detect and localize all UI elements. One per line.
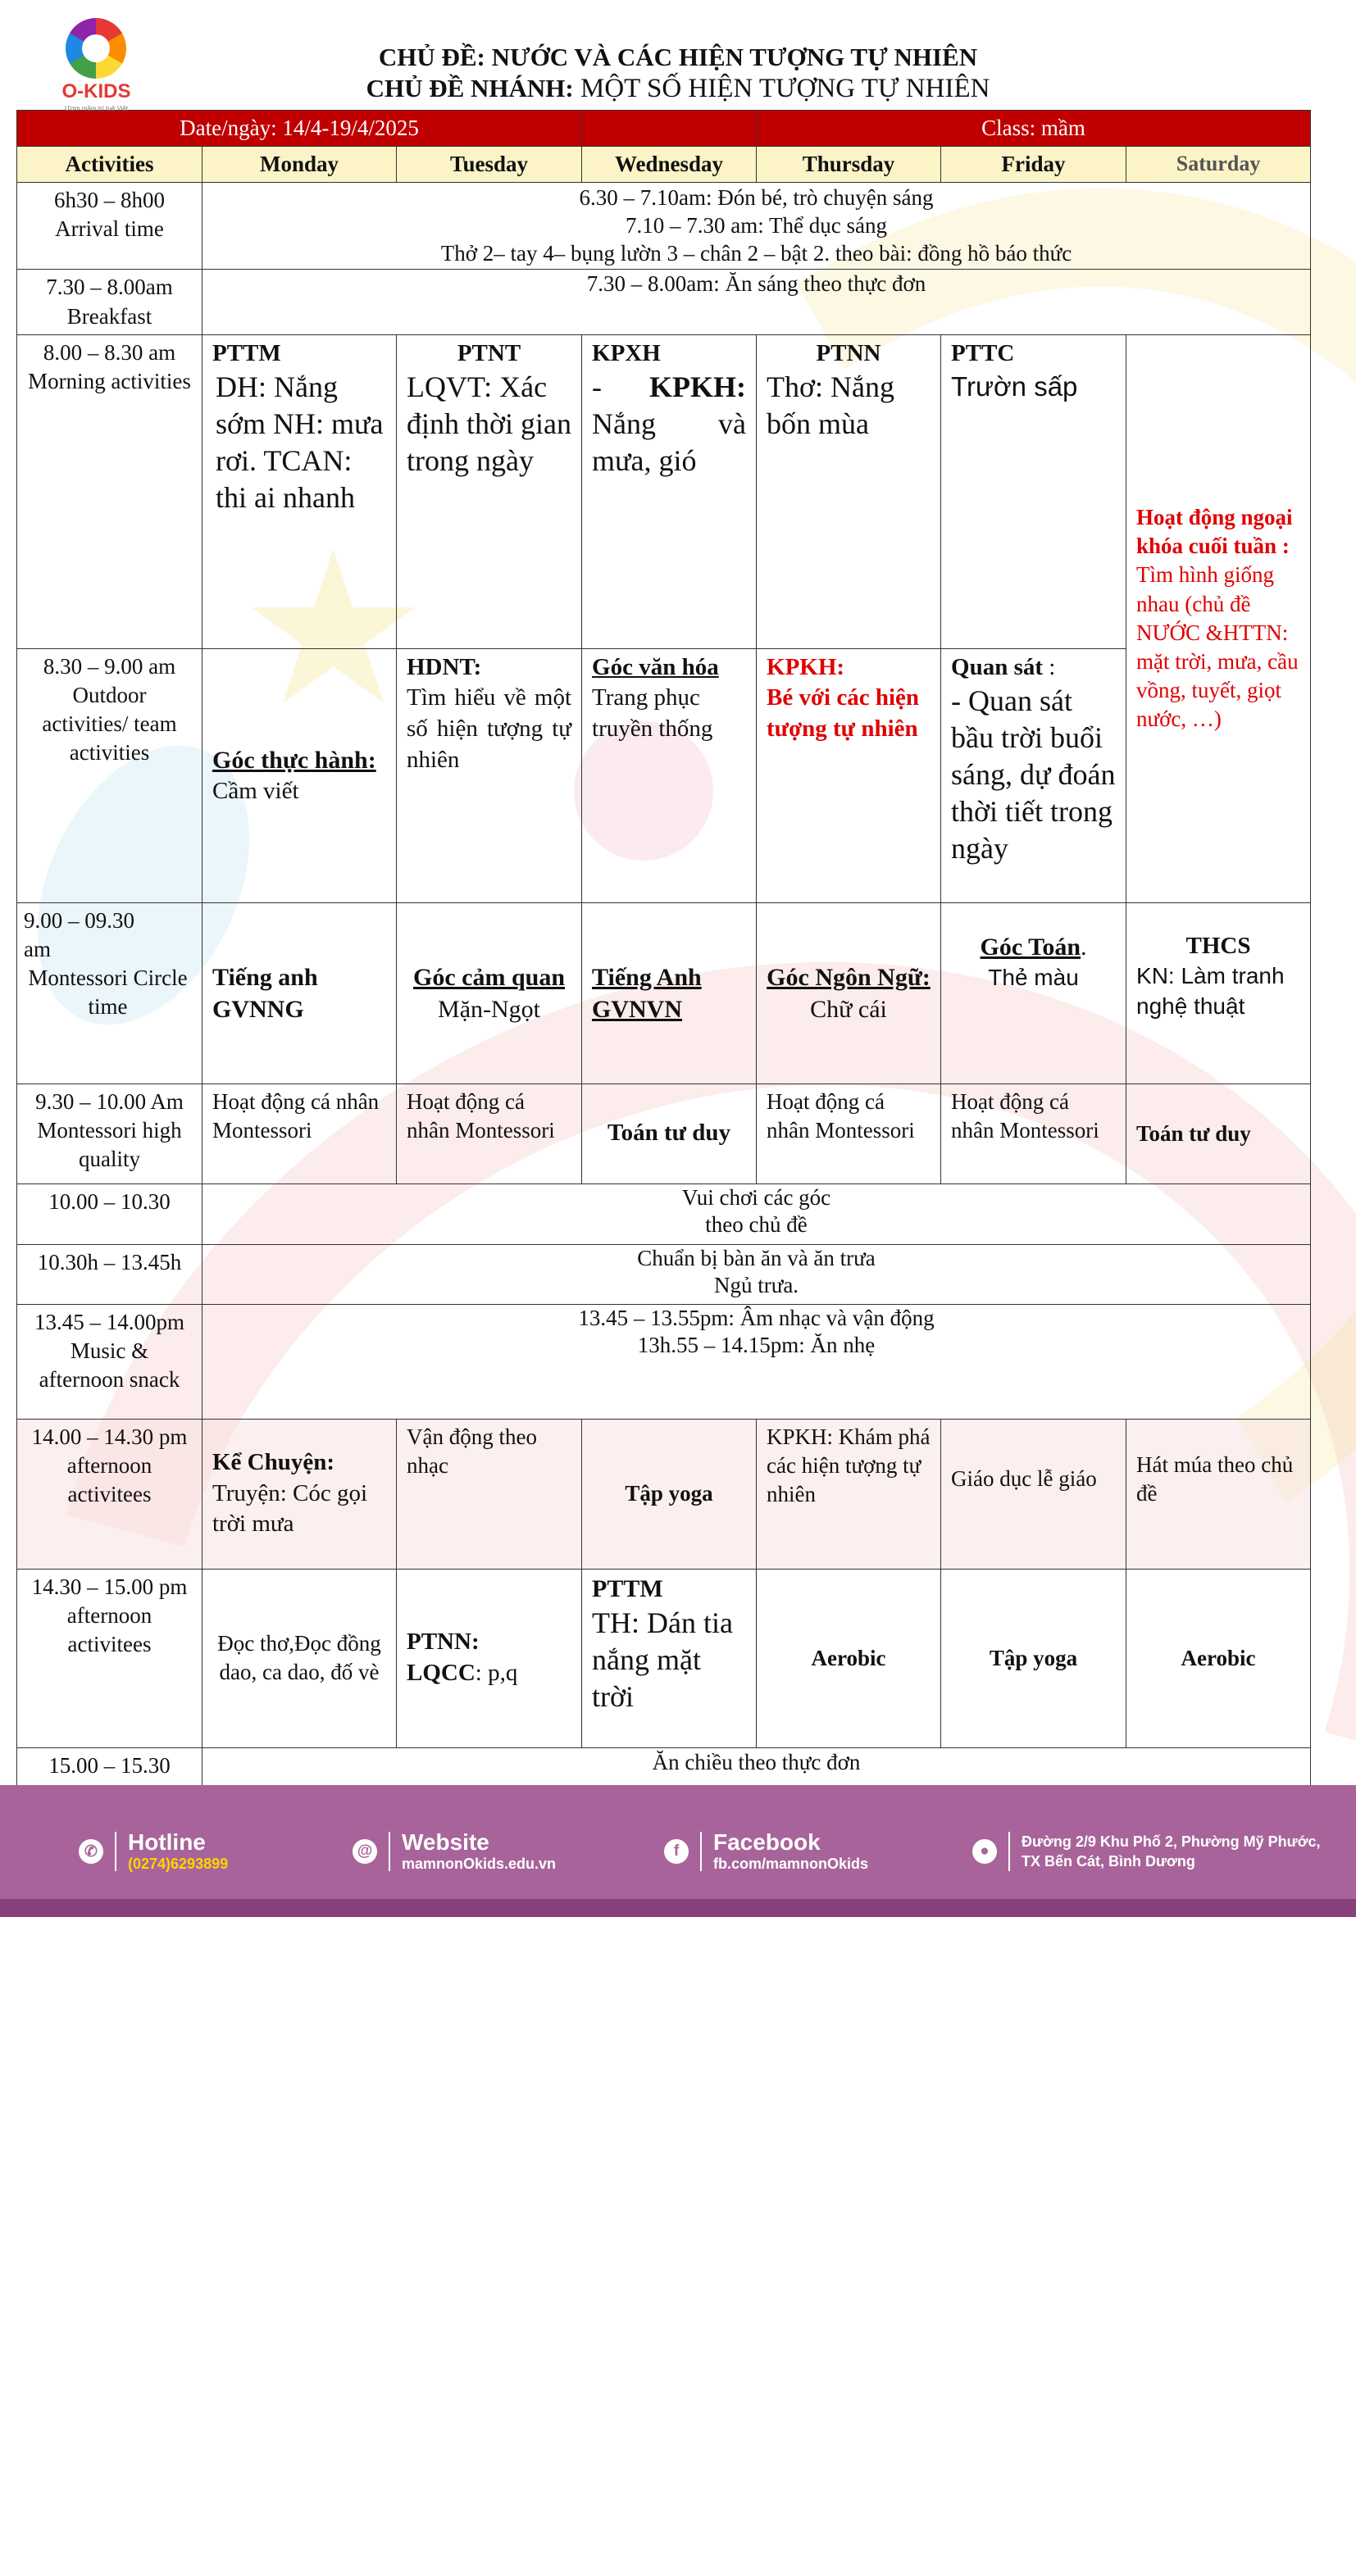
footer-hotline: [79, 1823, 228, 1880]
footer-divider: [700, 1832, 702, 1871]
cell-mon-morning: [202, 334, 397, 648]
tue-circle-body: Mặn-Ngọt: [438, 995, 540, 1023]
fri-outdoor-title: Quan sát: [951, 653, 1044, 680]
info-bar-gap: [582, 111, 757, 147]
cell-wed-montessori: Toán tư duy: [582, 1084, 757, 1184]
thu-circle-body: Chữ cái: [810, 995, 887, 1023]
time-breakfast-label: Breakfast: [66, 303, 152, 329]
lunch-line-1: Chuẩn bị bàn ăn và ăn trưa: [637, 1245, 876, 1270]
address-line-2: TX Bến Cát, Bình Dương: [1022, 1853, 1195, 1870]
day-header-row: [17, 147, 1311, 183]
play-content: [202, 1184, 1311, 1244]
time-morning: 8.00 – 8.30 am Morning activities: [17, 334, 202, 648]
wed-morning-dash: -: [592, 370, 603, 404]
cell-mon-montessori: Hoạt động cá nhân Montessori: [202, 1084, 397, 1184]
footer-website: [353, 1823, 556, 1880]
col-header-friday: Friday: [941, 147, 1126, 183]
thu-outdoor-title: KPKH:: [767, 653, 845, 680]
wed-afternoon-2-body: TH: Dán tia nắng mặt trời: [592, 1606, 733, 1713]
row-montessori: [17, 1084, 1311, 1184]
location-pin-icon: ●: [972, 1839, 997, 1864]
time-lunch: 10.30h – 13.45h: [17, 1244, 202, 1304]
hotline-label: Hotline: [128, 1829, 206, 1855]
time-snack: 15.00 – 15.30: [17, 1747, 202, 1802]
cell-wed-morning: [582, 334, 757, 648]
facebook-link[interactable]: fb.com/mamnonOkids: [713, 1855, 869, 1872]
cell-fri-outdoor: [941, 648, 1126, 902]
row-afternoon-1: [17, 1419, 1311, 1569]
time-circle-range: 9.00 – 09.30: [24, 907, 134, 933]
facebook-label: Facebook: [713, 1829, 821, 1855]
time-arrival-range: 6h30 – 8h00: [54, 188, 165, 213]
cell-wed-afternoon-1: Tập yoga: [582, 1419, 757, 1569]
thu-outdoor-body: Bé với các hiện tượng tự nhiên: [767, 684, 920, 742]
cell-sat-montessori: Toán tư duy: [1126, 1084, 1311, 1184]
row-play: [17, 1184, 1311, 1244]
wed-circle-body: GVNVN: [592, 995, 683, 1023]
cell-thu-morning: [757, 334, 941, 648]
mon-circle-title: Tiếng anh: [212, 963, 318, 991]
fri-outdoor-body: - Quan sát bầu trời buổi sáng, dự đoán thời tiết trong ngày: [951, 684, 1116, 865]
cell-mon-circle: [202, 902, 397, 1084]
fri-outdoor-colon: :: [1043, 653, 1056, 680]
time-montessori: 9.30 – 10.00 Am Montessori high quality: [17, 1084, 202, 1184]
cell-mon-afternoon-2: Đọc thơ,Đọc đồng dao, ca dao, đố vè: [202, 1569, 397, 1747]
tue-morning-title: PTNT: [457, 339, 521, 366]
cell-thu-afternoon-1: KPKH: Khám phá các hiện tượng tự nhiên: [757, 1419, 941, 1569]
cell-thu-outdoor: [757, 648, 941, 902]
cell-fri-montessori: Hoạt động cá nhân Montessori: [941, 1084, 1126, 1184]
cell-mon-afternoon-1: [202, 1419, 397, 1569]
tue-afternoon-2-title: PTNN:: [407, 1629, 480, 1656]
music-line-2: 13h.55 – 14.15pm: Ăn nhẹ: [637, 1333, 876, 1358]
time-breakfast-range: 7.30 – 8.00am: [46, 275, 173, 300]
thu-circle-title: Góc Ngôn Ngữ:: [767, 963, 931, 991]
cell-fri-afternoon-2: Tập yoga: [941, 1569, 1126, 1747]
info-bar: [17, 111, 1311, 147]
col-header-wednesday: Wednesday: [582, 147, 757, 183]
footer-address: [972, 1823, 1321, 1880]
address-line-1: Đường 2/9 Khu Phố 2, Phường Mỹ Phước,: [1022, 1833, 1321, 1850]
fri-circle-body: Thẻ màu: [988, 964, 1079, 990]
footer-divider: [1008, 1832, 1010, 1871]
logo-text: O-KIDS: [61, 80, 131, 102]
tue-outdoor-body: Tìm hiểu về một số hiện tượng tự nhiên: [407, 684, 572, 773]
play-line-1: Vui chơi các góc: [681, 1184, 831, 1210]
row-outdoor: [17, 648, 1311, 902]
time-breakfast: [17, 270, 202, 334]
time-circle-label: Montessori Circle time: [28, 965, 188, 1019]
arrival-content: [202, 183, 1311, 270]
tue-circle-title: Góc cảm quan: [413, 963, 566, 991]
row-breakfast: [17, 270, 1311, 334]
cell-tue-montessori: Hoạt động cá nhân Montessori: [397, 1084, 582, 1184]
arrival-line-1: 6.30 – 7.10am: Đón bé, trò chuyện sáng: [579, 185, 934, 211]
sat-circle-body: KN: Làm tranh nghệ thuật: [1136, 963, 1285, 1019]
time-circle-am: am: [24, 936, 51, 961]
sub-topic-label: CHỦ ĐỀ NHÁNH:: [366, 74, 574, 102]
sat-circle-title: THCS: [1185, 932, 1251, 959]
time-circle: [17, 902, 202, 1084]
at-icon: @: [353, 1839, 377, 1864]
cell-fri-circle: [941, 902, 1126, 1084]
col-header-tuesday: Tuesday: [397, 147, 582, 183]
time-arrival-label: Arrival time: [55, 216, 164, 242]
cell-sat-circle: [1126, 902, 1311, 1084]
time-music: 13.45 – 14.00pm Music & afternoon snack: [17, 1304, 202, 1419]
fri-morning-body: Trườn sấp: [951, 371, 1078, 402]
cell-mon-outdoor: [202, 648, 397, 902]
lunch-content: [202, 1244, 1311, 1304]
main-topic-title: CHỦ ĐỀ: NƯỚC VÀ CÁC HIỆN TƯỢNG TỰ NHIÊN: [378, 43, 978, 71]
footer-bottom-strip: [0, 1899, 1356, 1917]
arrival-line-3: Thở 2– tay 4– bụng lườn 3 – chân 2 – bật 2. theo bài: đồng hồ báo thức: [440, 240, 1072, 266]
time-outdoor: 8.30 – 9.00 am Outdoor activities/ team activities: [17, 648, 202, 902]
weekly-schedule-table: [16, 110, 1311, 1803]
col-header-saturday: Saturday: [1126, 147, 1311, 183]
mon-morning-title: PTTM: [212, 339, 281, 366]
cell-wed-afternoon-2: [582, 1569, 757, 1747]
cell-fri-afternoon-1: Giáo dục lễ giáo: [941, 1419, 1126, 1569]
cell-tue-morning: [397, 334, 582, 648]
mon-morning-body: DH: Nắng sớm NH: mưa rơi. TCAN: thi ai nhanh: [216, 370, 384, 515]
cell-tue-outdoor: [397, 648, 582, 902]
snack-content: Ăn chiều theo thực đơn: [202, 1747, 1311, 1802]
music-content: [202, 1304, 1311, 1419]
cell-wed-outdoor: [582, 648, 757, 902]
row-lunch: [17, 1244, 1311, 1304]
arrival-line-2: 7.10 – 7.30 am: Thể dục sáng: [626, 212, 887, 238]
tue-morning-body: LQVT: Xác định thời gian trong ngày: [407, 370, 572, 478]
time-afternoon-1: 14.00 – 14.30 pm afternoon activitees: [17, 1419, 202, 1569]
watermark-star: ★: [238, 513, 430, 749]
footer-bar: [0, 1785, 1356, 1917]
col-header-thursday: Thursday: [757, 147, 941, 183]
row-arrival: [17, 183, 1311, 270]
mon-outdoor-title: Góc thực hành:: [212, 746, 376, 774]
tue-afternoon-2-body-row: [407, 1658, 571, 1689]
fri-circle-title: Góc Toán: [980, 933, 1081, 961]
cell-tue-circle: [397, 902, 582, 1084]
wed-morning-kpkh: KPKH:: [649, 370, 747, 404]
facebook-icon: f: [664, 1839, 689, 1864]
music-line-1: 13.45 – 13.55pm: Âm nhạc và vận động: [578, 1305, 935, 1330]
col-header-activities: Activities: [17, 147, 202, 183]
wed-morning-title: KPXH: [592, 339, 661, 366]
row-afternoon-2: [17, 1569, 1311, 1747]
play-line-2: theo chủ đề: [705, 1212, 808, 1238]
fri-outdoor-title-row: [951, 652, 1116, 684]
tue-afternoon-2-body: : p,q: [475, 1660, 518, 1687]
tue-afternoon-2-label: LQCC: [407, 1660, 476, 1687]
footer-facebook: [664, 1823, 868, 1880]
mon-outdoor-body: Cầm viết: [212, 777, 299, 804]
breakfast-content: 7.30 – 8.00am: Ăn sáng theo thực đơn: [202, 270, 1311, 334]
row-circle: [17, 902, 1311, 1084]
cell-sat-extracurricular: [1126, 334, 1311, 902]
cell-thu-circle: [757, 902, 941, 1084]
date-range: Date/ngày: 14/4-19/4/2025: [17, 111, 582, 147]
website-link[interactable]: mamnonOkids.edu.vn: [402, 1855, 557, 1872]
fri-circle-title-row: [951, 931, 1116, 963]
fri-circle-dot: .: [1081, 933, 1087, 961]
cell-fri-morning: [941, 334, 1126, 648]
fri-morning-title: PTTC: [951, 339, 1015, 366]
cell-tue-afternoon-1: Vận động theo nhạc: [397, 1419, 582, 1569]
col-header-monday: Monday: [202, 147, 397, 183]
wed-outdoor-title: Góc văn hóa: [592, 653, 719, 680]
row-morning: [17, 334, 1311, 648]
time-arrival: [17, 183, 202, 270]
wed-morning-body: Nắng và mưa, gió: [592, 407, 747, 478]
cell-sat-afternoon-1: Hát múa theo chủ đề: [1126, 1419, 1311, 1569]
website-label: Website: [402, 1829, 489, 1855]
time-afternoon-2: 14.30 – 15.00 pm afternoon activitees: [17, 1569, 202, 1747]
logo-tagline: Ươm mầm trí tuệ Việt: [64, 105, 129, 112]
lunch-line-2: Ngủ trưa.: [713, 1273, 799, 1298]
wed-outdoor-body: Trang phục truyền thống: [592, 684, 713, 742]
phone-icon: ✆: [79, 1839, 103, 1864]
wed-morning-subtitle: [592, 369, 746, 406]
cell-sat-afternoon-2: Aerobic: [1126, 1569, 1311, 1747]
wed-afternoon-2-title: PTTM: [592, 1574, 663, 1602]
tue-outdoor-title: HDNT:: [407, 653, 482, 680]
sub-topic-title: [0, 74, 1356, 104]
sat-extra-title: Hoạt động ngoại khóa cuối tuần :: [1136, 505, 1293, 559]
row-music: [17, 1304, 1311, 1419]
sub-topic-value: MỘT SỐ HIỆN TƯỢNG TỰ NHIÊN: [580, 74, 990, 103]
hotline-number[interactable]: (0274)6293899: [128, 1855, 229, 1872]
footer-divider: [115, 1832, 116, 1871]
mon-afternoon-1-title: Kể Chuyện:: [212, 1449, 335, 1476]
time-play: 10.00 – 10.30: [17, 1184, 202, 1244]
wed-circle-title: Tiếng Anh: [592, 963, 702, 991]
cell-wed-circle: [582, 902, 757, 1084]
cell-tue-afternoon-2: [397, 1569, 582, 1747]
cell-thu-afternoon-2: Aerobic: [757, 1569, 941, 1747]
thu-morning-body: Thơ: Nắng bốn mùa: [767, 370, 895, 441]
class-name: Class: mầm: [757, 111, 1311, 147]
thu-morning-title: PTNN: [816, 339, 881, 366]
cell-thu-montessori: Hoạt động cá nhân Montessori: [757, 1084, 941, 1184]
mon-afternoon-1-body: Truyện: Cóc gọi trời mưa: [212, 1479, 368, 1538]
footer-divider: [389, 1832, 390, 1871]
mon-circle-body: GVNNG: [212, 995, 304, 1023]
sat-extra-body: Tìm hình giống nhau (chủ đề NƯỚC &HTTN: mặt trời, mưa, cầu vồng, tuyết, giọt nước, …): [1136, 562, 1299, 731]
